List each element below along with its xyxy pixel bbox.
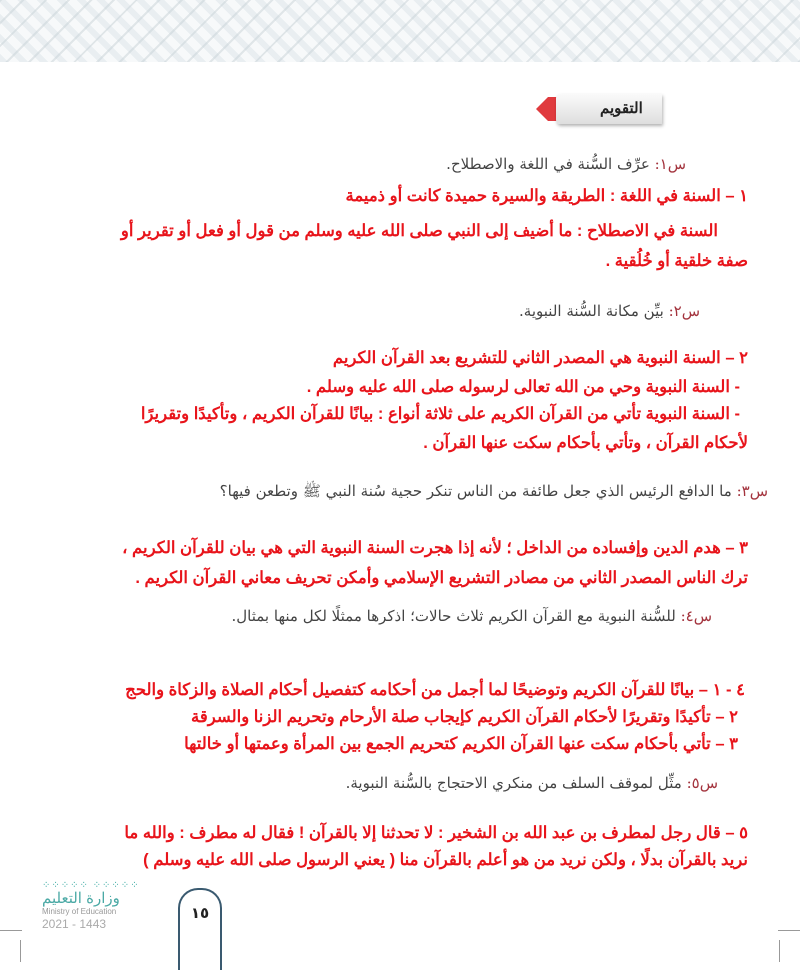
question-number: س٢: <box>668 302 700 320</box>
answer-line: - السنة النبوية تأتي من القرآن الكريم على ثلاثة أنواع : بيانًا للقرآن الكريم ، وتأكيدًا وتقريرًا <box>140 405 740 423</box>
page-number-frame <box>178 888 222 970</box>
answer-line: نريد بالقرآن بدلًا ، ولكن نريد من هو أعلم بالقرآن منا ( يعني الرسول صلى الله عليه وسلم ) <box>143 851 748 869</box>
question-text: للسُّنة النبوية مع القرآن الكريم ثلاث حالات؛ اذكرها ممثلًا لكل منها بمثال. <box>231 607 676 625</box>
logo-arabic: وزارة التعليم <box>42 890 120 907</box>
question-text: عرِّف السُّنة في اللغة والاصطلاح. <box>446 155 650 173</box>
answer-line: ٣ – تأتي بأحكام سكت عنها القرآن الكريم كتحريم الجمع بين المرأة وعمتها أو خالتها <box>184 735 738 753</box>
question-text: بيِّن مكانة السُّنة النبوية. <box>519 302 664 320</box>
ministry-logo <box>42 882 140 931</box>
logo-english: Ministry of Education <box>42 907 117 916</box>
question-number: س٥: <box>686 774 718 792</box>
question-text: ما الدافع الرئيس الذي جعل طائفة من الناس تنكر حجية سُنة النبي ﷺ وتطعن فيها؟ <box>219 482 732 500</box>
crop-mark <box>779 940 780 962</box>
page-number: ١٥ <box>190 904 210 922</box>
answer-line: ٥ – قال رجل لمطرف بن عبد الله بن الشخير : لا تحدثنا إلا بالقرآن ! فقال له مطرف : والله ما <box>124 824 748 842</box>
question-4 <box>232 605 713 627</box>
question-number: س٤: <box>680 607 712 625</box>
answer-line: ترك الناس المصدر الثاني من مصادر التشريع الإسلامي وأمكن تحريف معاني القرآن الكريم . <box>135 569 748 587</box>
answer-line: لأحكام القرآن ، وتأتي بأحكام سكت عنها القرآن . <box>423 434 748 452</box>
question-number: س٣: <box>736 482 768 500</box>
question-text: مثِّل لموقف السلف من منكري الاحتجاج بالسُّنة النبوية. <box>345 774 682 792</box>
answer-line: ٢ – تأكيدًا وتقريرًا لأحكام القرآن الكريم كإيجاب صلة الأرحام وتحريم الزنا والسرقة <box>191 708 738 726</box>
answer-line: السنة في الاصطلاح : ما أضيف إلى النبي صلى الله عليه وسلم من قول أو فعل أو تقرير أو <box>120 222 718 240</box>
crop-mark <box>778 930 800 931</box>
section-title: التقويم <box>600 100 643 117</box>
answer-line: ٤ - ١ – بيانًا للقرآن الكريم وتوضيحًا لما أجمل من أحكامه كتفصيل أحكام الصلاة والزكاة والحج <box>125 681 745 699</box>
question-5 <box>346 772 718 794</box>
answer-line: صفة خلقية أو خُلُقية . <box>605 252 748 270</box>
answer-line: - السنة النبوية وحي من الله تعالى لرسوله صلى الله عليه وسلم . <box>306 378 740 396</box>
logo-year: 2021 - 1443 <box>42 917 107 931</box>
crop-mark <box>20 940 21 962</box>
logo-dots-icon: ⁘⁘⁘⁘⁘ ⁘⁘⁘⁘⁘ <box>42 880 140 891</box>
question-number: س١: <box>654 155 686 173</box>
crop-mark <box>0 930 22 931</box>
answer-line: ٢ – السنة النبوية هي المصدر الثاني للتشريع بعد القرآن الكريم <box>332 349 748 367</box>
answer-line: ١ – السنة في اللغة : الطريقة والسيرة حميدة كانت أو ذميمة <box>345 187 748 205</box>
question-1 <box>446 153 686 175</box>
answer-line: ٣ – هدم الدين وإفساده من الداخل ؛ لأنه إذا هجرت السنة النبوية التي هي بيان للقرآن الكريم ، <box>122 539 748 557</box>
decorative-header-pattern <box>0 0 800 62</box>
question-3 <box>220 480 768 502</box>
question-2 <box>519 300 700 322</box>
